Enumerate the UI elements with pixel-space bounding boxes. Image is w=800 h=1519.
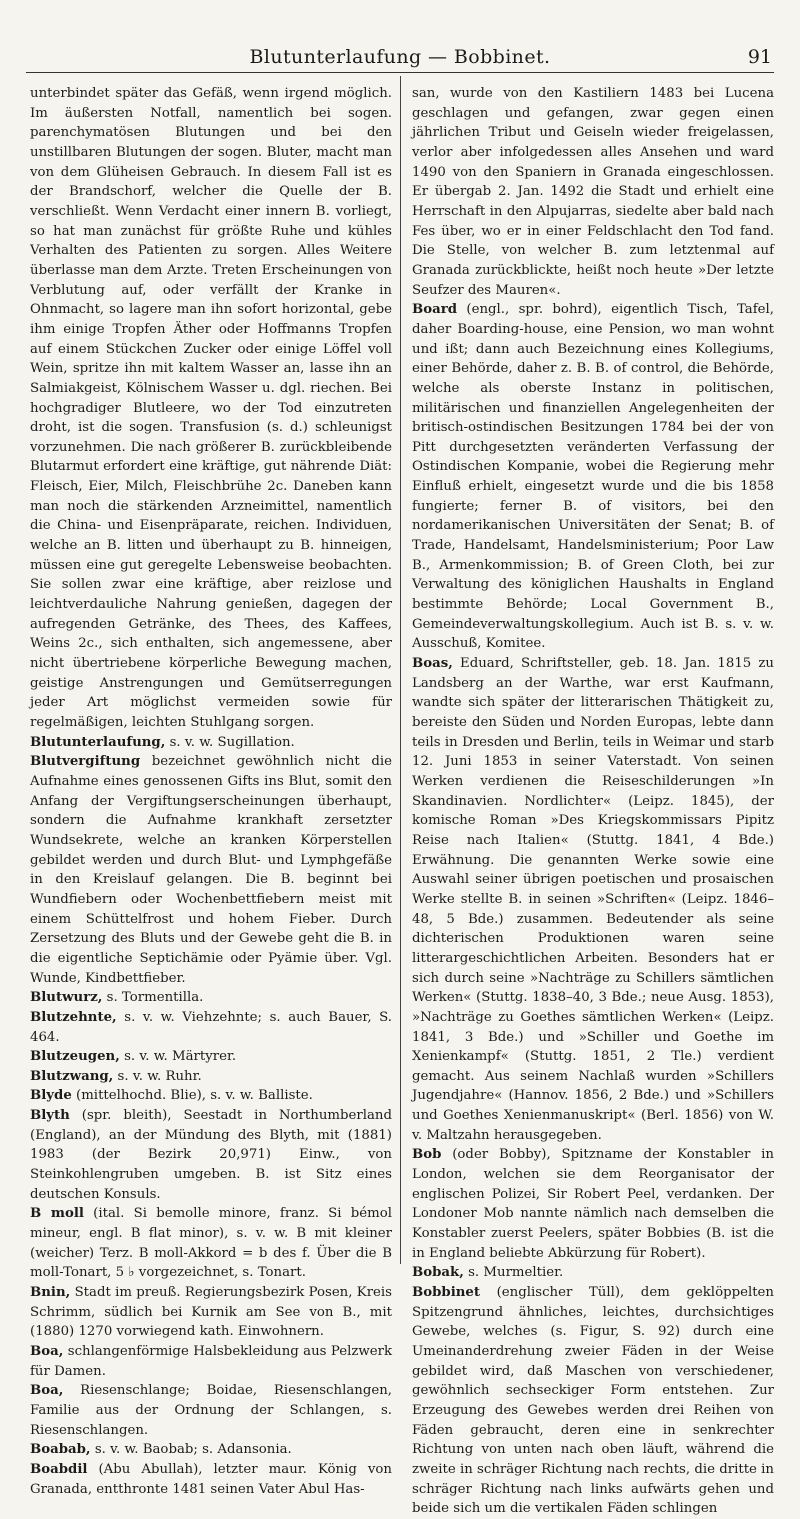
dictionary-entry xyxy=(30,1086,392,1106)
dictionary-entry xyxy=(30,84,392,733)
entry-lemma: Bnin, xyxy=(30,1285,71,1301)
page-number: 91 xyxy=(747,46,772,68)
entry-lemma: Boabab, xyxy=(30,1442,91,1458)
entry-text: (ital. Si bemolle minore, franz. Si bémol mineur, engl. B flat minor), s. v. w. B mit kleiner (weicher) Terz. B moll-Akkord = b des f. Über die B moll-Tonart, 5 ♭ vorgezeichnet, s. Tonart. xyxy=(30,1206,392,1281)
entry-lemma: Blutunterlaufung, xyxy=(30,734,166,750)
entry-text: Riesenschlange; Boidae, Riesenschlangen, Familie aus der Ordnung der Schlangen, s. Riesenschlangen. xyxy=(30,1383,392,1438)
dictionary-entry xyxy=(30,1106,392,1204)
entry-lemma: Blyth xyxy=(30,1108,70,1124)
dictionary-entry xyxy=(30,1381,392,1440)
entry-lemma: Blutwurz, xyxy=(30,990,103,1006)
dictionary-entry xyxy=(412,84,774,300)
entry-text: bezeichnet gewöhnlich nicht die Aufnahme eines genossenen Gifts ins Blut, somit den Anfang der Vergiftungserscheinungen überhaupt, sondern die Aufnahme krankhaft zersetzter Wundsekrete, welche an kranken Körperstellen gebildet werden und durch Blut- und Lymphgefäße in den Kreislauf gelangen. Die B. beginnt bei Wundfiebern oder Wochenbettfiebern meist mit einem Schüttelfrost und hohem Fieber. Durch Zersetzung des Bluts und der Gewebe geht die B. in die eigentliche Septichämie oder Pyämie über. Vgl. Wunde, Kindbettfieber. xyxy=(30,754,392,986)
dictionary-entry xyxy=(30,1204,392,1283)
dictionary-entry xyxy=(30,1283,392,1342)
entry-text: Stadt im preuß. Regierungsbezirk Posen, Kreis Schrimm, südlich bei Kurnik am See von B., mit (1880) 1270 vorwiegend kath. Einwohnern. xyxy=(30,1285,392,1340)
entry-lemma: Bobbinet xyxy=(412,1285,481,1301)
entry-text: (oder Bobby), Spitzname der Konstabler in London, welchen sie dem Reorganisator der englischen Polizei, Sir Robert Peel, verdanken. Der Londoner Mob nannte nämlich nach demselben die Konstabler zuerst Peelers, später Bobbies (B. ist die in England beliebte Abkürzung für Robert). xyxy=(412,1147,774,1261)
entry-lemma: Boa, xyxy=(30,1344,64,1359)
right-column xyxy=(412,84,775,1517)
dictionary-entry xyxy=(412,300,774,654)
dictionary-entry xyxy=(30,733,392,753)
entry-text: s. Tormentilla. xyxy=(106,990,204,1006)
entry-text: (Abu Abullah), letzter maur. König von Granada, entthronte 1481 seinen Vater Abul Has- xyxy=(30,1461,392,1497)
dictionary-entry xyxy=(30,752,392,988)
column-divider xyxy=(400,76,401,1264)
dictionary-entry xyxy=(30,1047,392,1067)
entry-text: Eduard, Schriftsteller, geb. 18. Jan. 1815 zu Landsberg an der Warthe, war erst Kaufmann, wandte sich später der litterarischen Thätigkeit zu, bereiste den Süden und Norden Europas, lebte dann teils in Dresden und Berlin, teils in Weimar und starb 12. Juni 1853 in seiner Vaterstadt. Von seinen Werken verdienen die Reiseschilderungen »In Skandinavien. Nordlichter« (Leipz. 1845), der komische Roman »Des Kriegskommissars Pipitz Reise nach Italien« (Stuttg. 1841, 4 Bde.) Erwähnung. Die genannten Werke sowie eine Auswahl seiner übrigen poetischen und prosaischen Werke stellte B. in seinen »Schriften« (Leipz. 1846–48, 5 Bde.) zusammen. Bedeutender als seine dichterischen Produktionen waren seine litterargeschichtlichen Arbeiten. Besonders hat er sich durch seine »Nachträge zu Schillers sämtlichen Werken« (Stuttg. 1838–40, 3 Bde.; neue Ausg. 1853), »Nachträge zu Goethes sämtlichen Werken« (Leipz. 1841, 3 Bde.) und »Schiller und Goethe im Xenienkampf« (Stuttg. 1851, 2 Tle.) verdient gemacht. Aus seinem Nachlaß wurden »Schillers Jugendjahre« (Hannov. 1856, 2 Bde.) und »Schillers und Goethes Xenienmanuskript« (Berl. 1856) von W. v. Maltzahn herausgegeben. xyxy=(412,656,774,1143)
running-header xyxy=(26,42,774,73)
entry-lemma: Blutzeugen, xyxy=(30,1049,120,1065)
entry-text: unterbindet später das Gefäß, wenn irgend möglich. Im äußersten Notfall, namentlich bei sogen. parenchymatösen Blutungen und bei den unstillbaren Blutungen der sogen. Bluter, macht man von dem Glüheisen Gebrauch. In diesem Fall ist es der Brandschorf, welcher die Quelle der B. verschließt. Wenn Verdacht einer innern B. vorliegt, so hat man zunächst für größte Ruhe und kühles Verhalten des Patienten zu sorgen. Alles Weitere überlasse man dem Arzte. Treten Erscheinungen von Verblutung auf, oder verfällt der Kranke in Ohnmacht, so lagere man ihn sofort horizontal, gebe ihm einige Tropfen Äther oder Hoffmanns Tropfen auf einem Stückchen Zucker oder einige Löffel voll Wein, spritze ihn mit kaltem Wasser an, lasse ihn an Salmiakgeist, Kölnischem Wasser u. dgl. riechen. Bei hochgradiger Blutleere, wo der Tod einzutreten droht, ist die sogen. Transfusion (s. d.) schleunigst vorzunehmen. Die nach größerer B. zurückbleibende Blutarmut erfordert eine kräftige, gut nährende Diät: Fleisch, Eier, Milch, Fleischbrühe 2c. Daneben kann man noch die stärkenden Arzneimittel, namentlich die China- und Eisenpräparate, reichen. Individuen, welche an B. litten und überhaupt zu B. hinneigen, müssen eine gut geregelte Lebensweise beobachten. Sie sollen zwar eine kräftige, aber reizlose und leichtverdauliche Nahrung genießen, dagegen der aufregenden Getränke, des Thees, des Kaffees, Weins 2c., sich enthalten, sich angemessene, aber nicht übertriebene körperliche Bewegung machen, geistige Anstrengungen und Gemütserregungen jeder Art möglichst vermeiden sowie für regelmäßigen, leichten Stuhlgang sorgen. xyxy=(30,86,392,730)
dictionary-entry xyxy=(412,1263,774,1283)
dictionary-entry xyxy=(30,1067,392,1087)
entry-lemma: Blyde xyxy=(30,1088,72,1104)
entry-lemma: Board xyxy=(412,302,458,318)
entry-text: s. v. w. Viehzehnte; s. auch Bauer, S. 464. xyxy=(30,1009,393,1045)
entry-lemma: Bob xyxy=(412,1147,442,1163)
entry-lemma: Blutzehnte, xyxy=(30,1009,117,1025)
dictionary-entry xyxy=(30,1008,392,1047)
dictionary-entry xyxy=(412,1145,774,1263)
entry-lemma: Blutzwang, xyxy=(30,1068,114,1084)
entry-text: s. Murmeltier. xyxy=(468,1265,564,1281)
dictionary-entry xyxy=(412,654,774,1145)
entry-text: s. v. w. Sugillation. xyxy=(169,734,295,750)
left-column xyxy=(30,84,393,1497)
entry-text: (mittelhochd. Blie), s. v. w. Balliste. xyxy=(76,1088,313,1104)
entry-lemma: Blutvergiftung xyxy=(30,754,141,770)
entry-text: (englischer Tüll), dem geklöppelten Spitzengrund ähnliches, leichtes, durchsichtiges Gewebe, welches (s. Figur, S. 92) durch eine Umeinanderdrehung zweier Fäden in der Weise gebildet wird, daß Maschen von verschiedener, gewöhnlich sechseckiger Form entstehen. Zur Erzeugung des Gewebes werden drei Reihen von Fäden gebraucht, deren eine in senkrechter Richtung von unten nach oben läuft, während die zweite in schräger Richtung nach rechts, die dritte in schräger Richtung nach links aufwärts gehen und beide sich um die vertikalen Fäden schlingen xyxy=(412,1285,774,1517)
dictionary-entry xyxy=(30,1440,392,1460)
dictionary-entry xyxy=(30,1460,392,1499)
dictionary-entry xyxy=(412,1283,774,1519)
entry-text: (engl., spr. bohrd), eigentlich Tisch, Tafel, daher Boarding-house, eine Pension, wo man wohnt und ißt; dann auch Bezeichnung eines Kollegiums, einer Behörde, daher z. B. B. of control, die Behörde, welche als oberste Instanz in politischen, militärischen und finanziellen Angelegenheiten der britisch-ostindischen Besitzungen 1784 bei der von Pitt durchgesetzten veränderten Verfassung der Ostindischen Kompanie, wobei die Regierung mehr Einfluß erhielt, eingesetzt wurde und die bis 1858 fungierte; ferner B. of visitors, bei den nordamerikanischen Universitäten der Senat; B. of Trade, Handelsamt, Handelsministerium; Poor Law B., Armenkommission; B. of Green Cloth, bei zur Verwaltung des königlichen Haushalts in England bestimmte Behörde; Local Government B., Gemeindeverwaltungskollegium. Auch ist B. s. v. w. Ausschuß, Komitee. xyxy=(412,302,775,652)
entry-text: (spr. bleith), Seestadt in Northumberland (England), an der Mündung des Blyth, mit (1881) 1983 (der Bezirk 20,971) Einw., von Steinkohlengruben umgeben. B. ist Sitz eines deutschen Konsuls. xyxy=(30,1108,392,1202)
entry-text: schlangenförmige Halsbekleidung aus Pelzwerk für Damen. xyxy=(30,1344,393,1379)
entry-text: s. v. w. Baobab; s. Adansonia. xyxy=(94,1442,292,1458)
entry-text: san, wurde von den Kastiliern 1483 bei Lucena geschlagen und gefangen, zwar gegen einen jährlichen Tribut und Geiseln wieder freigelassen, verlor aber infolgedessen alles Ansehen und ward 1490 von den Spaniern in Granada eingeschlossen. Er übergab 2. Jan. 1492 die Stadt und erhielt eine Herrschaft in den Alpujarras, siedelte aber bald nach Fes über, wo er in einer Feldschlacht den Tod fand. Die Stelle, von welcher B. zum letztenmal auf Granada zurückblickte, heißt noch heute »Der letzte Seufzer des Mauren«. xyxy=(412,86,774,298)
entry-text: s. v. w. Märtyrer. xyxy=(124,1049,237,1065)
dictionary-entry xyxy=(30,988,392,1008)
entry-lemma: Boa, xyxy=(30,1383,64,1399)
entry-lemma: B moll xyxy=(30,1206,84,1222)
entry-lemma: Boas, xyxy=(412,656,453,672)
entry-lemma: Bobak, xyxy=(412,1265,464,1281)
running-title: Blutunterlaufung — Bobbinet. xyxy=(249,46,551,68)
dictionary-entry xyxy=(30,1342,392,1381)
entry-lemma: Boabdil xyxy=(30,1461,88,1477)
entry-text: s. v. w. Ruhr. xyxy=(117,1068,202,1084)
